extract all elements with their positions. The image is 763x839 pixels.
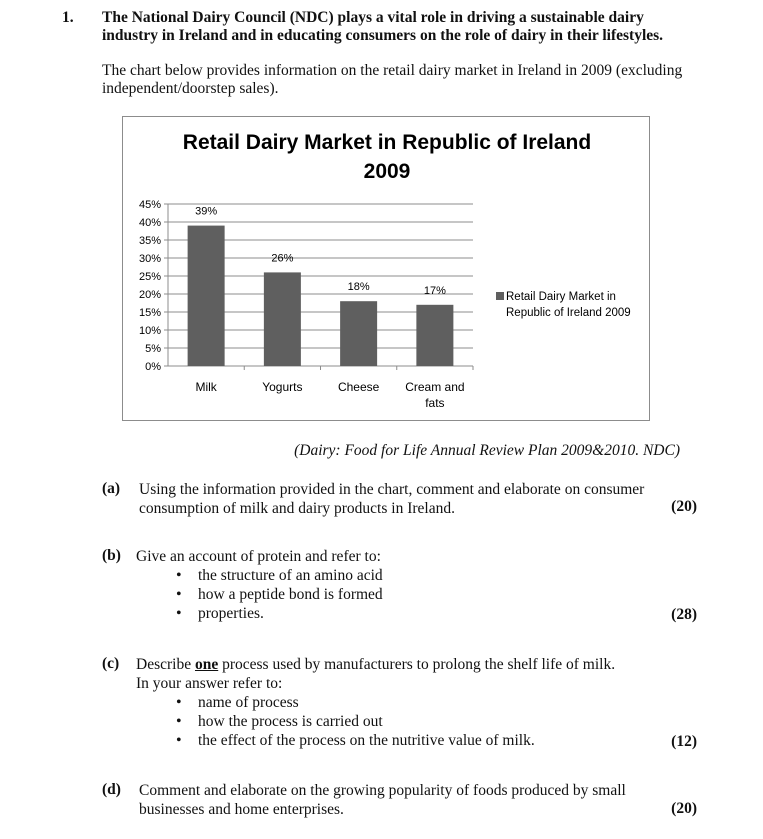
part-d-label: (d) <box>102 781 121 798</box>
part-a-line-2: consumption of milk and dairy products in Ireland. <box>139 500 455 517</box>
chart-container <box>122 116 650 421</box>
y-tick-label: 0% <box>145 361 161 373</box>
part-c-line-1-pre: Describe <box>136 656 195 673</box>
part-a-label: (a) <box>102 480 121 497</box>
part-b-line-1: Give an account of protein and refer to: <box>136 548 381 565</box>
list-item: • the structure of an amino acid <box>176 566 696 585</box>
part-a-line-1: Using the information provided in the chart, comment and elaborate on consumer <box>139 481 645 498</box>
part-c-bullet-list <box>136 693 696 750</box>
y-tick-label: 10% <box>138 325 161 337</box>
chart-title: Retail Dairy Market in Republic of Ireland <box>182 131 592 154</box>
part-d-marks: (20) <box>671 800 697 817</box>
part-c-line-1-post: process used by manufacturers to prolong the shelf life of milk. <box>218 656 616 673</box>
y-tick-label: 5% <box>145 343 161 355</box>
part-c-emphasis: one <box>194 656 219 673</box>
legend-label: Retail Dairy Market in <box>506 291 616 303</box>
intro-line-1: The National Dairy Council (NDC) plays a vital role in driving a sustainable dairy <box>102 9 644 26</box>
part-d-line-1: Comment and elaborate on the growing popularity of foods produced by small <box>139 782 626 799</box>
chart-title-line-2: 2009 <box>363 160 411 183</box>
bar <box>188 226 225 366</box>
y-tick-label: 25% <box>138 271 161 283</box>
chart-source: (Dairy: Food for Life Annual Review Plan 2009&2010. NDC) <box>294 442 680 459</box>
intro-line-2: industry in Ireland and in educating consumers on the role of dairy in their lifestyles. <box>102 27 664 44</box>
part-c-label: (c) <box>102 655 120 672</box>
bar-chart <box>123 117 651 422</box>
part-b-text <box>136 547 696 623</box>
data-label: 17% <box>423 284 446 297</box>
description-line-2: independent/doorstep sales). <box>102 80 279 97</box>
part-b-marks: (28) <box>671 606 697 623</box>
part-c-line-2: In your answer refer to: <box>136 675 283 692</box>
list-item: • properties. <box>176 604 696 623</box>
list-item: • how the process is carried out <box>176 712 696 731</box>
data-label: 26% <box>271 252 294 265</box>
data-label: 18% <box>347 281 370 294</box>
part-b-label: (b) <box>102 547 121 564</box>
x-tick-label: Cream and <box>405 380 465 394</box>
y-tick-label: 15% <box>138 307 161 319</box>
list-item: • the effect of the process on the nutritive value of milk. <box>176 731 696 750</box>
part-a-marks: (20) <box>671 498 697 515</box>
bar <box>264 272 301 366</box>
x-tick-label: Yogurts <box>262 380 303 394</box>
chart-description <box>102 62 742 98</box>
part-c-text <box>136 655 696 750</box>
y-tick-label: 30% <box>138 253 161 265</box>
legend-swatch <box>496 292 504 300</box>
x-tick-label: fats <box>425 396 445 410</box>
y-tick-label: 45% <box>138 199 161 211</box>
list-item: • name of process <box>176 693 696 712</box>
bar <box>416 305 453 366</box>
x-tick-label: Milk <box>195 380 217 394</box>
part-b-bullet-list <box>136 566 696 623</box>
part-c-marks: (12) <box>671 733 697 750</box>
question-number: 1. <box>62 9 74 26</box>
part-d-line-2: businesses and home enterprises. <box>139 801 344 818</box>
y-tick-label: 20% <box>138 289 161 301</box>
part-a-text <box>139 480 699 518</box>
list-item: • how a peptide bond is formed <box>176 585 696 604</box>
part-d-text <box>139 781 699 819</box>
y-tick-label: 35% <box>138 235 161 247</box>
y-tick-label: 40% <box>138 217 161 229</box>
x-tick-label: Cheese <box>337 380 380 394</box>
description-line-1: The chart below provides information on the retail dairy market in Ireland in 2009 (excluding <box>102 62 683 79</box>
data-label: 39% <box>195 205 218 218</box>
legend-label-line-2: Republic of Ireland 2009 <box>506 307 631 319</box>
bar <box>340 301 377 366</box>
question-intro <box>102 9 742 45</box>
part-c-line-1 <box>136 655 696 674</box>
